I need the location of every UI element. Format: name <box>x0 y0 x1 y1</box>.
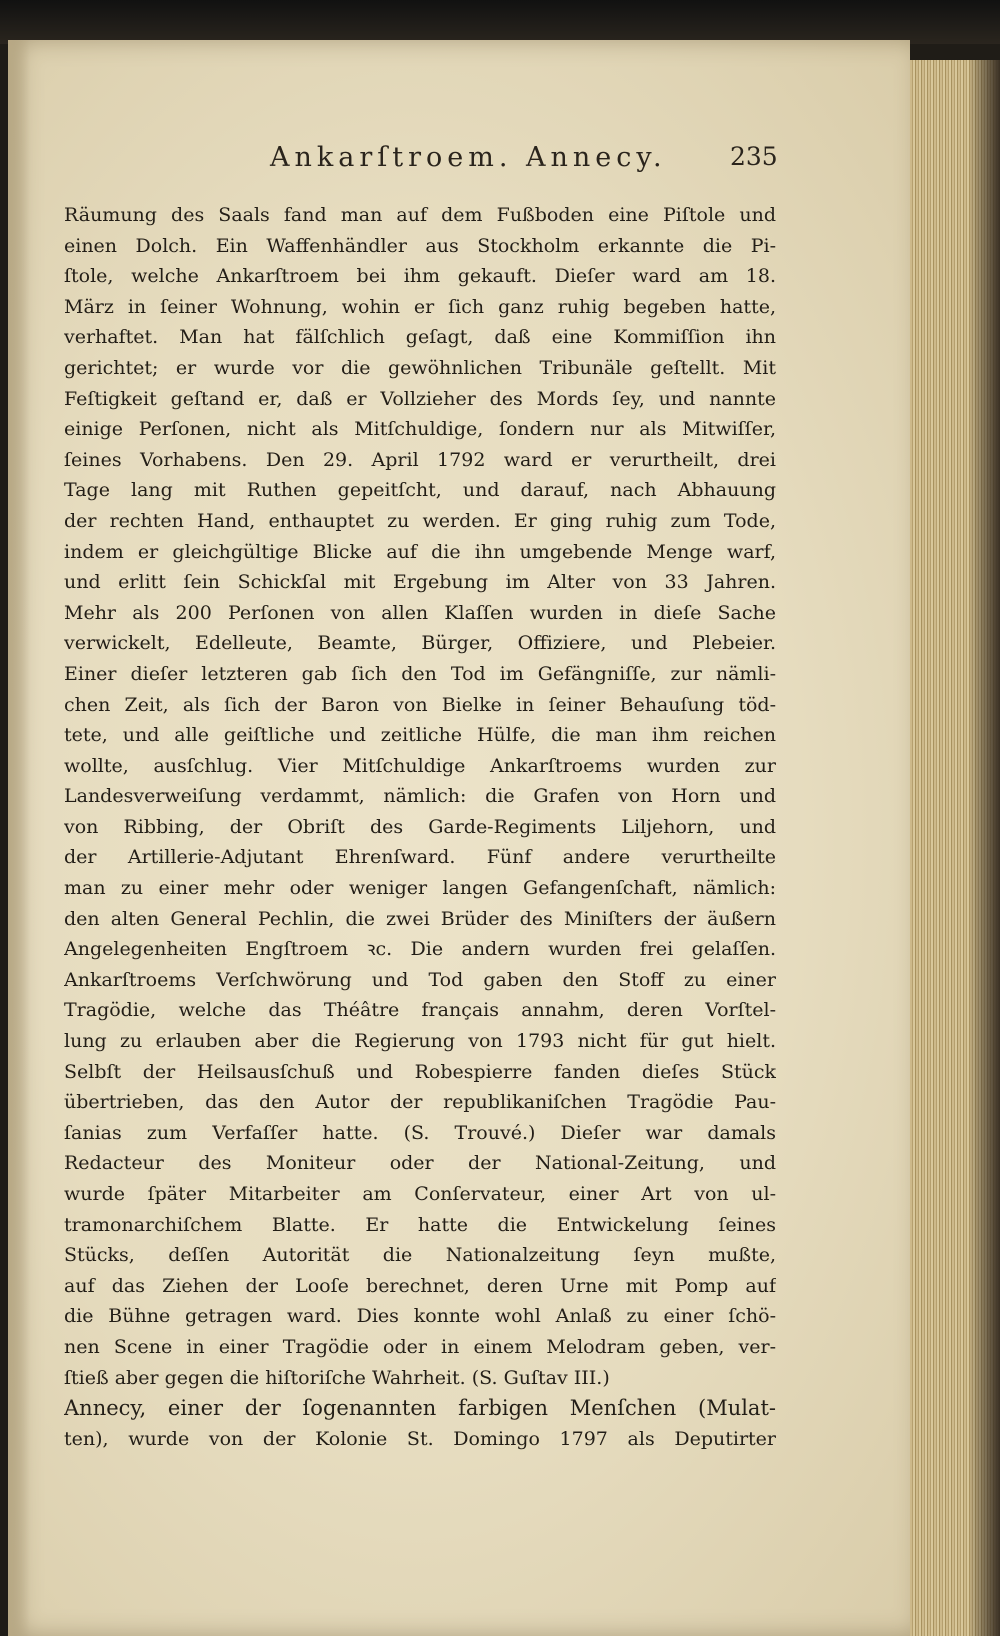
text-line: verhaftet. Man hat fälſchlich geſagt, daß eine Kommiſſion ihn <box>64 326 776 349</box>
text-line: Mehr als 200 Perſonen von allen Klaſſen wurden in dieſe Sache <box>64 601 776 624</box>
text-line: man zu einer mehr oder weniger langen Gefangenſchaft, nämlich: <box>64 877 776 900</box>
text-line: Landesverweiſung verdammt, nämlich: die Grafen von Horn und <box>64 785 776 808</box>
text-line: Angelegenheiten Engſtroem ꝛc. Die andern wurden frei gelaſſen. <box>64 938 776 961</box>
text-line: den alten General Pechlin, die zwei Brüder des Miniſters der äußern <box>64 907 776 930</box>
text-line: tete, und alle geiſtliche und zeitliche Hülfe, die man ihm reichen <box>64 724 776 747</box>
text-line: und erlitt ſein Schickſal mit Ergebung im Alter von 33 Jahren. <box>64 571 776 594</box>
text-line: Feſtigkeit geſtand er, daß er Vollzieher des Mords ſey, und nannte <box>64 387 776 410</box>
page-gutter-shadow <box>8 40 30 1636</box>
text-line: indem er gleichgültige Blicke auf die ihn umgebende Menge warf, <box>64 540 776 563</box>
body-text <box>64 200 776 1454</box>
page-header <box>70 102 778 173</box>
text-line: gerichtet; er wurde vor die gewöhnlichen Tribunäle geſtellt. Mit <box>64 356 776 379</box>
text-line: Redacteur des Moniteur oder der National-Zeitung, und <box>64 1152 776 1175</box>
text-line: auf das Ziehen der Looſe berechnet, deren Urne mit Pomp auf <box>64 1274 776 1297</box>
text-line: der rechten Hand, enthauptet zu werden. Er ging ruhig zum Tode, <box>64 509 776 532</box>
text-line: wollte, ausſchlug. Vier Mitſchuldige Ankarſtroems wurden zur <box>64 754 776 777</box>
text-line: Tragödie, welche das Théâtre français annahm, deren Vorſtel- <box>64 999 776 1022</box>
scan-top-edge <box>0 0 1000 44</box>
text-line: chen Zeit, als ſich der Baron von Bielke in ſeiner Behauſung töd- <box>64 693 776 716</box>
text-line: Einer dieſer letzteren gab ſich den Tod im Gefängniſſe, zur nämli- <box>64 662 776 685</box>
text-line: ſtieß aber gegen die hiſtoriſche Wahrheit. (S. Guſtav III.) <box>64 1366 610 1389</box>
text-line: die Bühne getragen ward. Dies konnte wohl Anlaß zu einer ſchö- <box>64 1305 776 1328</box>
text-line: von Ribbing, der Obriſt des Garde-Regiments Liljehorn, und <box>64 815 776 838</box>
text-line: Räumung des Saals fand man auf dem Fußboden eine Piſtole und <box>64 204 776 226</box>
text-line: Tage lang mit Ruthen gepeitſcht, und darauf, nach Abhauung <box>64 479 776 502</box>
text-line: ſtole, welche Ankarſtroem bei ihm gekauft. Dieſer ward am 18. <box>64 265 776 288</box>
text-line: nen Scene in einer Tragödie oder in einem Melodram geben, ver- <box>64 1335 776 1358</box>
text-line: übertrieben, das den Autor der republikaniſchen Tragödie Pau- <box>64 1091 776 1114</box>
page-fore-edge <box>904 60 1000 1636</box>
page-number: 235 <box>730 142 778 171</box>
text-line: Stücks, deſſen Autorität die Nationalzeitung ſeyn mußte, <box>64 1244 776 1267</box>
text-line: verwickelt, Edelleute, Beamte, Bürger, Offiziere, und Plebeier. <box>64 632 776 655</box>
text-line: wurde ſpäter Mitarbeiter am Conſervateur, einer Art von ul- <box>64 1183 776 1205</box>
text-line: März in ſeiner Wohnung, wohin er ſich ganz ruhig begeben hatte, <box>64 295 776 318</box>
text-line: tramonarchiſchem Blatte. Er hatte die Entwickelung ſeines <box>64 1213 776 1236</box>
entry-heading-line: Annecy, einer der ſogenannten farbigen Menſchen (Mulat- <box>64 1396 776 1421</box>
text-line: einige Perſonen, nicht als Mitſchuldige, ſondern nur als Mitwiſſer, <box>64 418 776 441</box>
text-line: lung zu erlauben aber die Regierung von 1793 nicht für gut hielt. <box>64 1030 776 1053</box>
text-line: Ankarſtroems Verſchwörung und Tod gaben den Stoff zu einer <box>64 968 776 991</box>
text-line: Selbſt der Heilsausſchuß und Robespierre fanden dieſes Stück <box>64 1060 776 1083</box>
text-line: der Artillerie-Adjutant Ehrenſward. Fünf andere verurtheilte <box>64 846 776 869</box>
running-head: Ankarſtroem. Annecy. <box>270 142 667 173</box>
text-line: einen Dolch. Ein Waffenhändler aus Stockholm erkannte die Pi- <box>64 234 776 257</box>
text-line: ſanias zum Verfaſſer hatte. (S. Trouvé.) Dieſer war damals <box>64 1121 776 1144</box>
text-line: ſeines Vorhabens. Den 29. April 1792 ward er verurtheilt, drei <box>64 448 776 471</box>
text-line: ten), wurde von der Kolonie St. Domingo 1797 als Deputirter <box>64 1427 776 1450</box>
